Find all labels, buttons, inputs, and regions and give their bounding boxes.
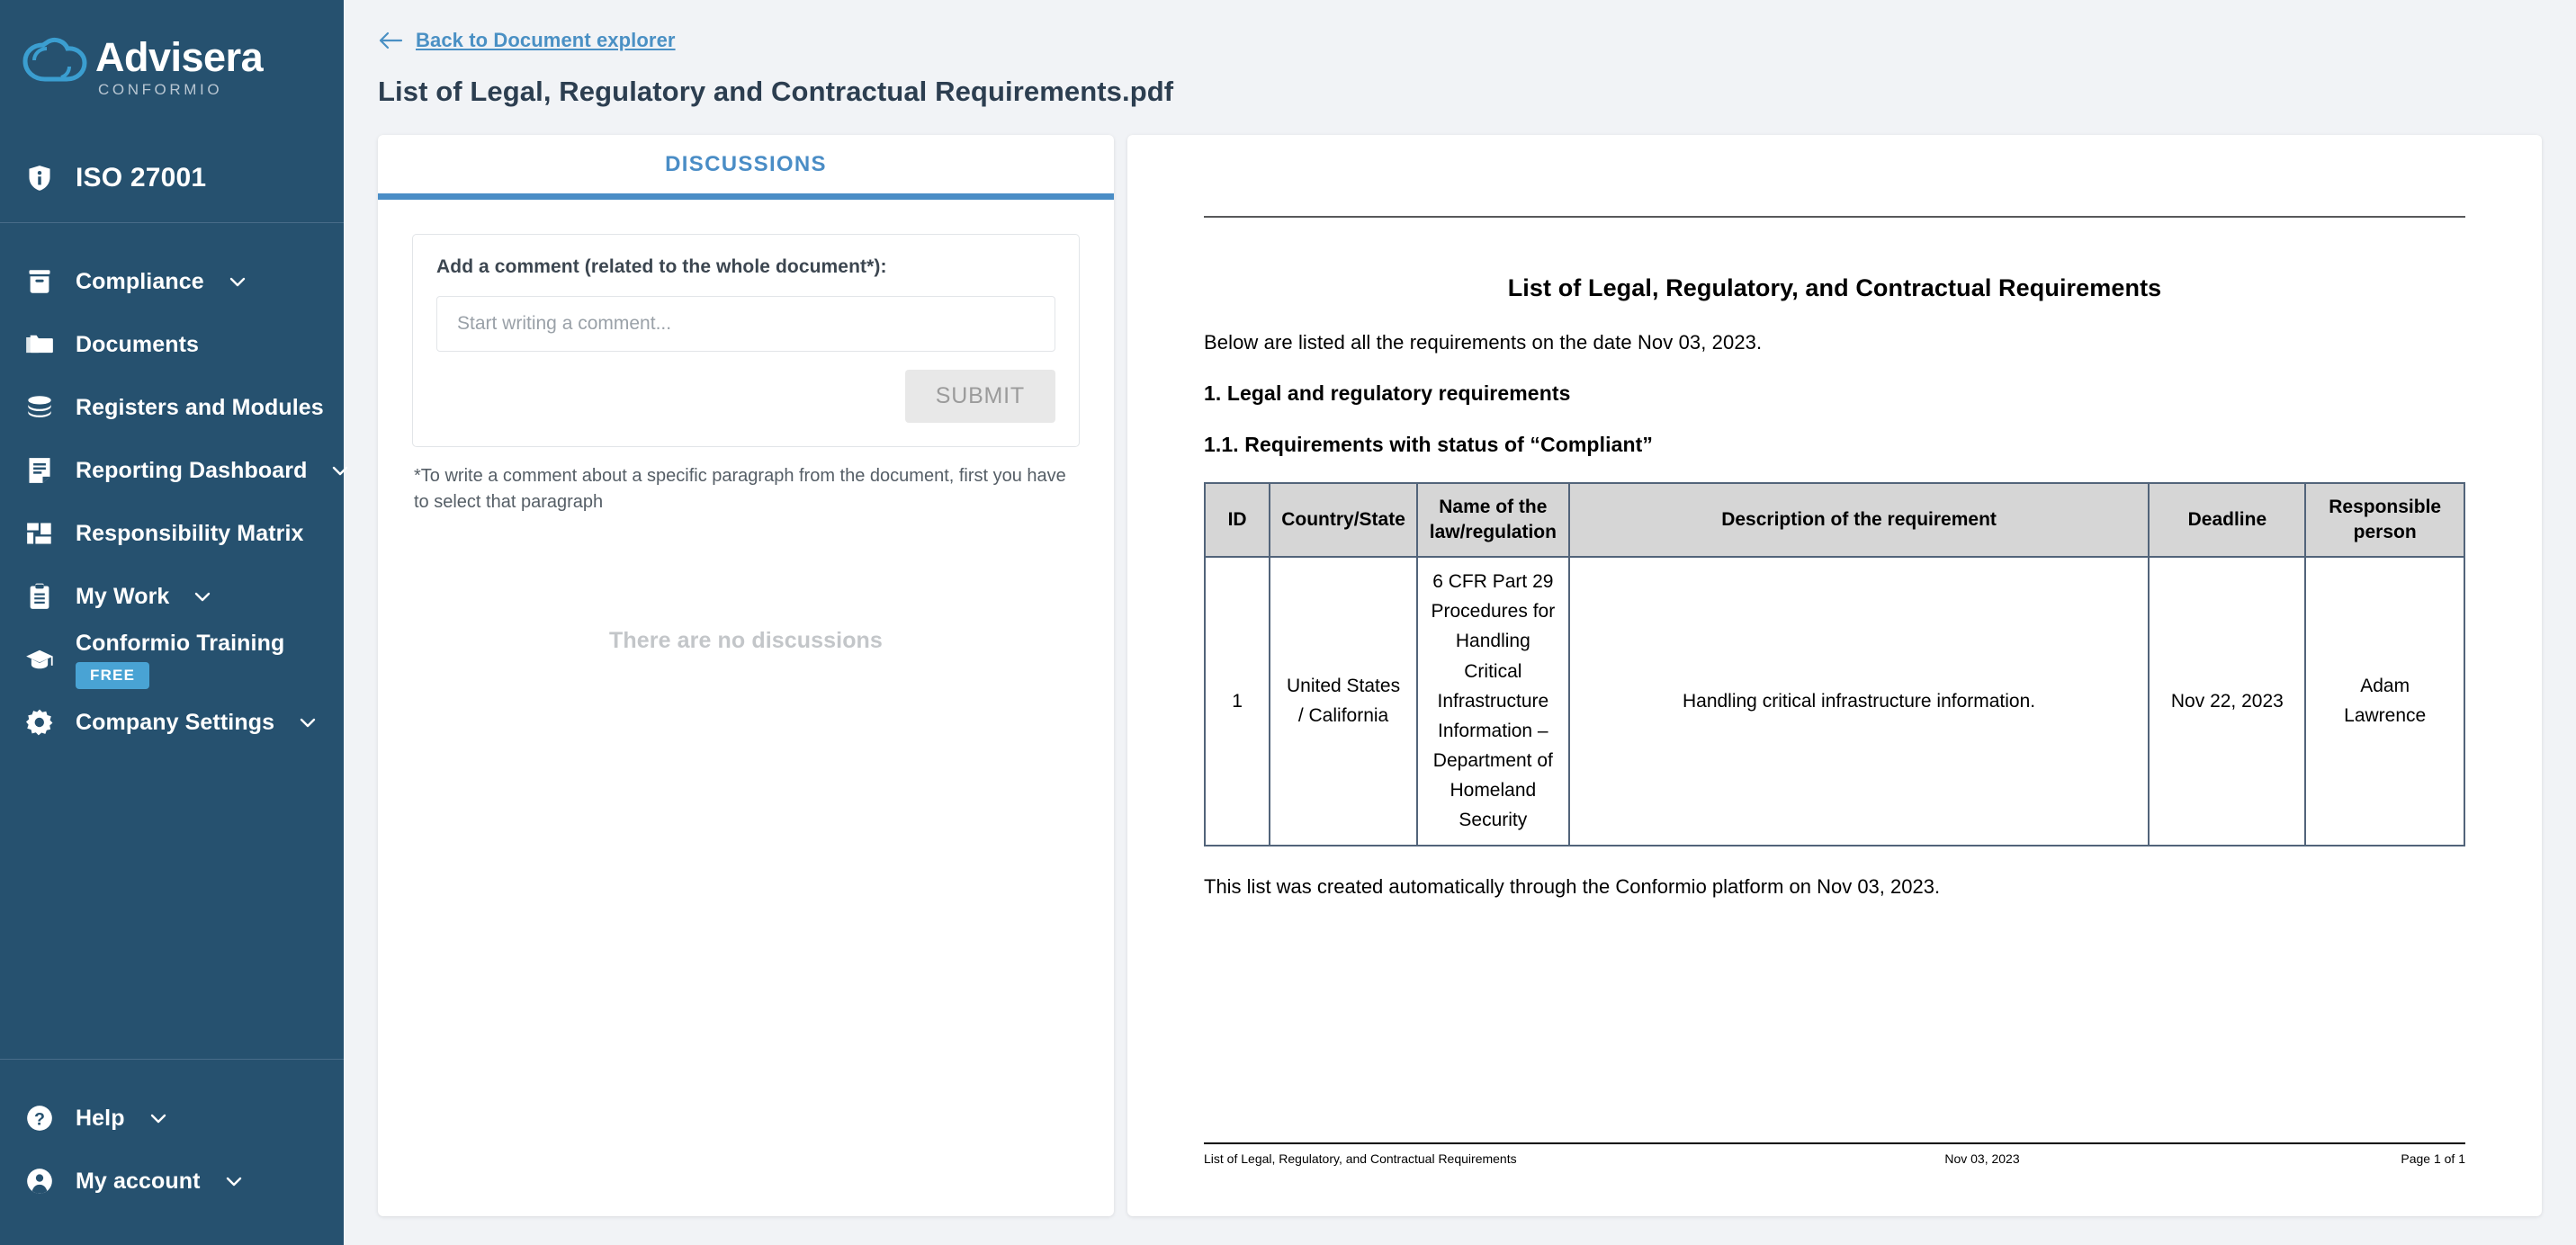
add-comment-box [412,234,1080,447]
document-intro: Below are listed all the requirements on the date Nov 03, 2023. [1204,331,1763,354]
sidebar-item-my-work[interactable] [0,565,344,628]
sidebar-item-registers-and-modules[interactable] [0,376,344,439]
brand-logo [20,33,264,98]
page-footer-date: Nov 03, 2023 [1944,1151,2020,1166]
tabbar [378,135,1114,200]
document-spacer [1204,899,2465,1142]
sidebar-item-label: Registers and Modules [76,394,324,420]
sidebar-item-documents[interactable] [0,313,344,376]
user-circle-icon [23,1168,56,1195]
cell-responsible: Adam Lawrence [2305,557,2464,846]
arrow-left-icon[interactable] [378,31,403,50]
chevron-down-icon[interactable] [224,1171,244,1191]
cell-deadline: Nov 22, 2023 [2149,557,2305,846]
chevron-down-icon[interactable] [330,461,350,480]
discussions-panel [378,135,1114,1216]
gear-icon [23,709,56,736]
column-header-description: Description of the requirement [1569,483,2150,557]
sidebar-item-conformio-training[interactable] [0,628,344,691]
tab-discussions[interactable]: DISCUSSIONS [665,151,827,176]
archive-box-icon [23,268,56,295]
column-header-responsible-person: Responsible person [2305,483,2464,557]
brand-header[interactable] [0,0,344,133]
add-comment-label: Add a comment (related to the whole document*): [436,256,887,277]
submit-row [436,370,1055,423]
grid-blocks-icon [23,521,56,546]
report-page-icon [23,457,56,484]
folders-icon [23,332,56,357]
cloud-logo-icon [20,36,90,97]
standard-selector[interactable] [0,133,344,223]
sidebar-item-compliance[interactable] [0,250,344,313]
document-page-footer [1204,1142,2465,1216]
sidebar-item-label: Help [76,1105,125,1131]
graduation-cap-icon [23,648,56,671]
sidebar [0,0,344,1245]
no-discussions-empty-state: There are no discussions [609,628,883,653]
sidebar-item-label: Company Settings [76,709,275,735]
comment-input[interactable] [436,296,1055,352]
table-header-row [1205,483,2464,557]
sidebar-bottom [0,1059,344,1245]
back-to-document-explorer-link[interactable]: Back to Document explorer [416,29,676,51]
document-top-rule [1204,216,2465,218]
chevron-down-icon[interactable] [228,272,247,291]
chevron-down-icon[interactable] [148,1108,168,1128]
cell-law: 6 CFR Part 29 Procedures for Handling Critical Infrastructure Information – Department of Homeland Security [1417,557,1569,846]
question-circle-icon [23,1105,56,1132]
table-row [1205,557,2464,846]
submit-button[interactable]: SUBMIT [905,370,1055,423]
column-header-country-state: Country/State [1270,483,1417,557]
sidebar-item-my-account[interactable] [0,1150,344,1213]
chevron-down-icon[interactable] [298,712,318,732]
sidebar-item-label: My Work [76,583,170,609]
panels-container [378,135,2542,1245]
shield-info-icon [23,165,56,192]
cell-country-state: United States / California [1270,557,1417,846]
chevron-down-icon[interactable] [193,587,212,606]
clipboard-icon [23,583,56,610]
document-viewer-panel [1127,135,2542,1216]
standard-label: ISO 27001 [76,162,207,193]
comment-hint: *To write a comment about a specific paragraph from the document, first you have to select that paragraph [414,466,1066,512]
page-footer-left: List of Legal, Regulatory, and Contractual Requirements [1204,1151,1517,1166]
document-section-1-1: 1.1. Requirements with status of “Compliant” [1204,433,1653,456]
sidebar-item-company-settings[interactable] [0,691,344,754]
brand-name: Advisera [95,33,264,80]
column-header-id: ID [1205,483,1270,557]
sidebar-item-label: Responsibility Matrix [76,520,304,546]
free-badge: FREE [76,662,149,689]
document-footnote: This list was created automatically through the Conformio platform on Nov 03, 2023. [1204,874,1941,898]
discussions-body [378,200,1114,1216]
sidebar-item-label: Conformio Training [76,630,285,656]
sidebar-item-label: Documents [76,331,200,357]
sidebar-item-help[interactable] [0,1087,344,1150]
column-header-deadline: Deadline [2149,483,2305,557]
svg-text:?: ? [34,1109,45,1130]
cell-id: 1 [1205,557,1270,846]
sidebar-item-label: Compliance [76,268,204,294]
database-icon [23,395,56,420]
sidebar-item-training-stack [76,631,284,689]
column-header-law: Name of the law/regulation [1417,483,1569,557]
document-section-1: 1. Legal and regulatory requirements [1204,381,1571,405]
sidebar-item-reporting-dashboard[interactable] [0,439,344,502]
sidebar-item-label: Reporting Dashboard [76,457,308,483]
sidebar-item-responsibility-matrix[interactable] [0,502,344,565]
sidebar-item-label: My account [76,1168,201,1194]
page-title: List of Legal, Regulatory and Contractual Requirements.pdf [378,76,1174,107]
requirements-table [1204,482,2465,846]
brand-subtitle: CONFORMIO [98,80,223,98]
brand-words [95,33,264,98]
page-footer-page-number: Page 1 of 1 [2401,1151,2465,1166]
cell-description: Handling critical infrastructure information. [1569,557,2150,846]
main-content [344,0,2576,1245]
sidebar-nav [0,223,344,1059]
back-navigation[interactable] [378,25,2542,56]
document-heading: List of Legal, Regulatory, and Contractual Requirements [1507,274,2162,301]
